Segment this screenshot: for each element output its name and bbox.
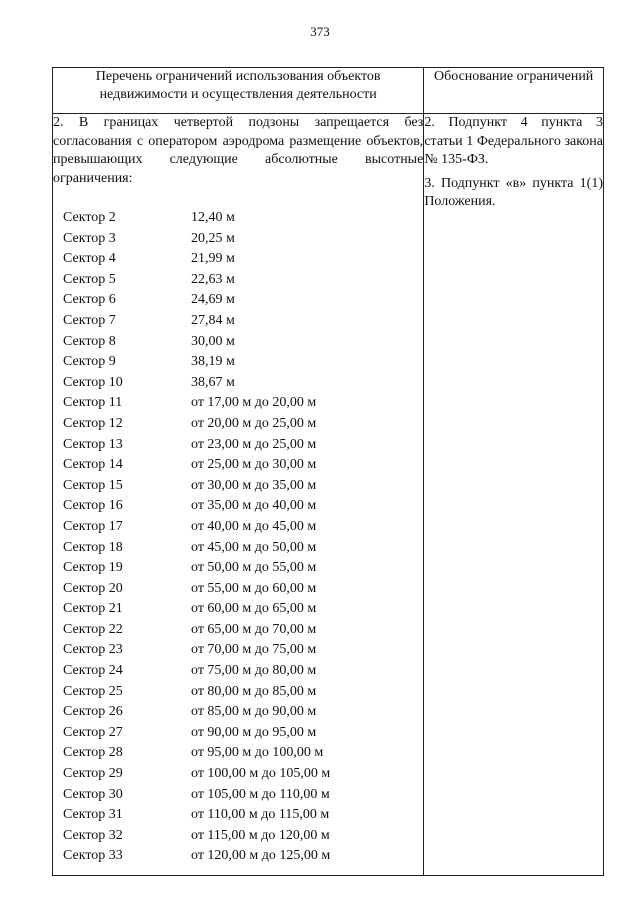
sector-height-value: от 20,00 м до 25,00 м xyxy=(191,415,317,431)
sector-name: Сектор 14 xyxy=(63,457,123,473)
sector-name: Сектор 16 xyxy=(63,498,123,514)
sector-name: Сектор 30 xyxy=(63,786,123,802)
sector-name: Сектор 29 xyxy=(63,766,123,782)
page-number: 373 xyxy=(310,24,330,39)
sector-row xyxy=(63,496,423,517)
sector-name: Сектор 20 xyxy=(63,580,123,596)
sector-name: Сектор 2 xyxy=(63,210,116,225)
restrictions-table xyxy=(52,67,604,876)
sector-height-value: от 60,00 м до 65,00 м xyxy=(191,601,317,617)
sector-row xyxy=(63,208,423,229)
sector-row xyxy=(63,249,423,270)
sector-row xyxy=(63,373,423,394)
sector-height-value: от 65,00 м до 70,00 м xyxy=(191,621,317,637)
sector-height-value: от 115,00 м до 120,00 м xyxy=(191,827,330,843)
sector-height-value: 12,40 м xyxy=(191,210,235,225)
sector-row xyxy=(63,455,423,476)
sector-name: Сектор 31 xyxy=(63,807,123,823)
sector-row xyxy=(63,517,423,538)
basis-item: 2. Подпункт 4 пункта 3 статьи 1 Федерального закона № 135-ФЗ. xyxy=(424,115,603,167)
sector-list xyxy=(63,208,423,867)
sector-row xyxy=(63,682,423,703)
basis-cell xyxy=(424,114,604,876)
sector-height-value: 24,69 м xyxy=(191,292,235,308)
sector-height-value: 20,25 м xyxy=(191,230,235,246)
sector-row xyxy=(63,661,423,682)
sector-name: Сектор 3 xyxy=(63,230,116,246)
sector-name: Сектор 9 xyxy=(63,354,116,370)
sector-row xyxy=(63,826,423,847)
sector-height-value: от 55,00 м до 60,00 м xyxy=(191,580,317,596)
restriction-text: 2. В границах четвертой подзоны запрещается без согласования с оператором аэродрома размещение объектов, превышающих следующие абсолютные высотные ограничения: xyxy=(53,115,424,186)
sector-name: Сектор 13 xyxy=(63,436,123,452)
sector-row xyxy=(63,599,423,620)
sector-row xyxy=(63,640,423,661)
header-basis: Обоснование ограничений xyxy=(424,68,604,114)
sector-name: Сектор 12 xyxy=(63,415,123,431)
sector-row xyxy=(63,743,423,764)
sector-name: Сектор 33 xyxy=(63,848,123,864)
sector-height-value: от 100,00 м до 105,00 м xyxy=(191,766,331,782)
sector-row xyxy=(63,723,423,744)
sector-height-value: от 85,00 м до 90,00 м xyxy=(191,704,317,720)
sector-height-value: 38,19 м xyxy=(191,354,235,370)
sector-row xyxy=(63,476,423,497)
basis-item: 3. Подпункт «в» пункта 1(1) Положения. xyxy=(424,175,603,209)
sector-height-value: 30,00 м xyxy=(191,333,235,349)
sector-height-value: от 120,00 м до 125,00 м xyxy=(191,848,331,864)
sector-row xyxy=(63,764,423,785)
sector-row xyxy=(63,785,423,806)
sector-name: Сектор 32 xyxy=(63,827,123,843)
sector-height-value: от 25,00 м до 30,00 м xyxy=(191,457,317,473)
sector-row xyxy=(63,435,423,456)
table-body-row xyxy=(53,114,604,876)
sector-name: Сектор 23 xyxy=(63,642,123,658)
sector-height-value: от 95,00 м до 100,00 м xyxy=(191,745,324,761)
sector-height-value: от 35,00 м до 40,00 м xyxy=(191,498,317,514)
sector-row xyxy=(63,805,423,826)
sector-height-value: от 40,00 м до 45,00 м xyxy=(191,518,317,534)
sector-name: Сектор 8 xyxy=(63,333,116,349)
sector-height-value: от 17,00 м до 20,00 м xyxy=(191,395,317,411)
sector-row xyxy=(63,311,423,332)
sector-row xyxy=(63,846,423,867)
sector-name: Сектор 11 xyxy=(63,395,123,411)
sector-row xyxy=(63,290,423,311)
sector-name: Сектор 7 xyxy=(63,312,116,328)
sector-height-value: от 23,00 м до 25,00 м xyxy=(191,436,317,452)
sector-height-value: 21,99 м xyxy=(191,251,235,267)
sector-height-value: от 70,00 м до 75,00 м xyxy=(191,642,317,658)
sector-name: Сектор 26 xyxy=(63,704,123,720)
sector-row xyxy=(63,352,423,373)
sector-row xyxy=(63,558,423,579)
sector-name: Сектор 19 xyxy=(63,560,123,576)
sector-name: Сектор 25 xyxy=(63,683,123,699)
sector-height-value: от 45,00 м до 50,00 м xyxy=(191,539,317,555)
sector-row xyxy=(63,270,423,291)
sector-height-value: от 105,00 м до 110,00 м xyxy=(191,786,330,802)
sector-name: Сектор 6 xyxy=(63,292,116,308)
sector-name: Сектор 15 xyxy=(63,477,123,493)
sector-row xyxy=(63,620,423,641)
sector-row xyxy=(63,393,423,414)
sector-name: Сектор 5 xyxy=(63,271,116,287)
sector-row xyxy=(63,332,423,353)
sector-name: Сектор 22 xyxy=(63,621,123,637)
sector-height-value: от 90,00 м до 95,00 м xyxy=(191,724,317,740)
sector-height-value: от 75,00 м до 80,00 м xyxy=(191,663,317,679)
sector-row xyxy=(63,414,423,435)
restrictions-cell xyxy=(53,114,424,876)
header-restrictions: Перечень ограничений использования объектов недвижимости и осуществления деятельности xyxy=(53,68,424,114)
sector-name: Сектор 27 xyxy=(63,724,123,740)
sector-height-value: 27,84 м xyxy=(191,312,235,328)
sector-row xyxy=(63,229,423,250)
sector-name: Сектор 24 xyxy=(63,663,123,679)
sector-name: Сектор 21 xyxy=(63,601,123,617)
sector-name: Сектор 18 xyxy=(63,539,123,555)
sector-row xyxy=(63,702,423,723)
sector-height-value: от 110,00 м до 115,00 м xyxy=(191,807,330,823)
sector-row xyxy=(63,538,423,559)
sector-height-value: от 50,00 м до 55,00 м xyxy=(191,560,317,576)
sector-name: Сектор 17 xyxy=(63,518,123,534)
sector-name: Сектор 28 xyxy=(63,745,123,761)
sector-name: Сектор 4 xyxy=(63,251,116,267)
sector-height-value: от 80,00 м до 85,00 м xyxy=(191,683,317,699)
sector-name: Сектор 10 xyxy=(63,374,123,390)
table-header-row xyxy=(53,68,604,114)
sector-row xyxy=(63,579,423,600)
sector-height-value: от 30,00 м до 35,00 м xyxy=(191,477,317,493)
sector-height-value: 38,67 м xyxy=(191,374,235,390)
sector-height-value: 22,63 м xyxy=(191,271,235,287)
